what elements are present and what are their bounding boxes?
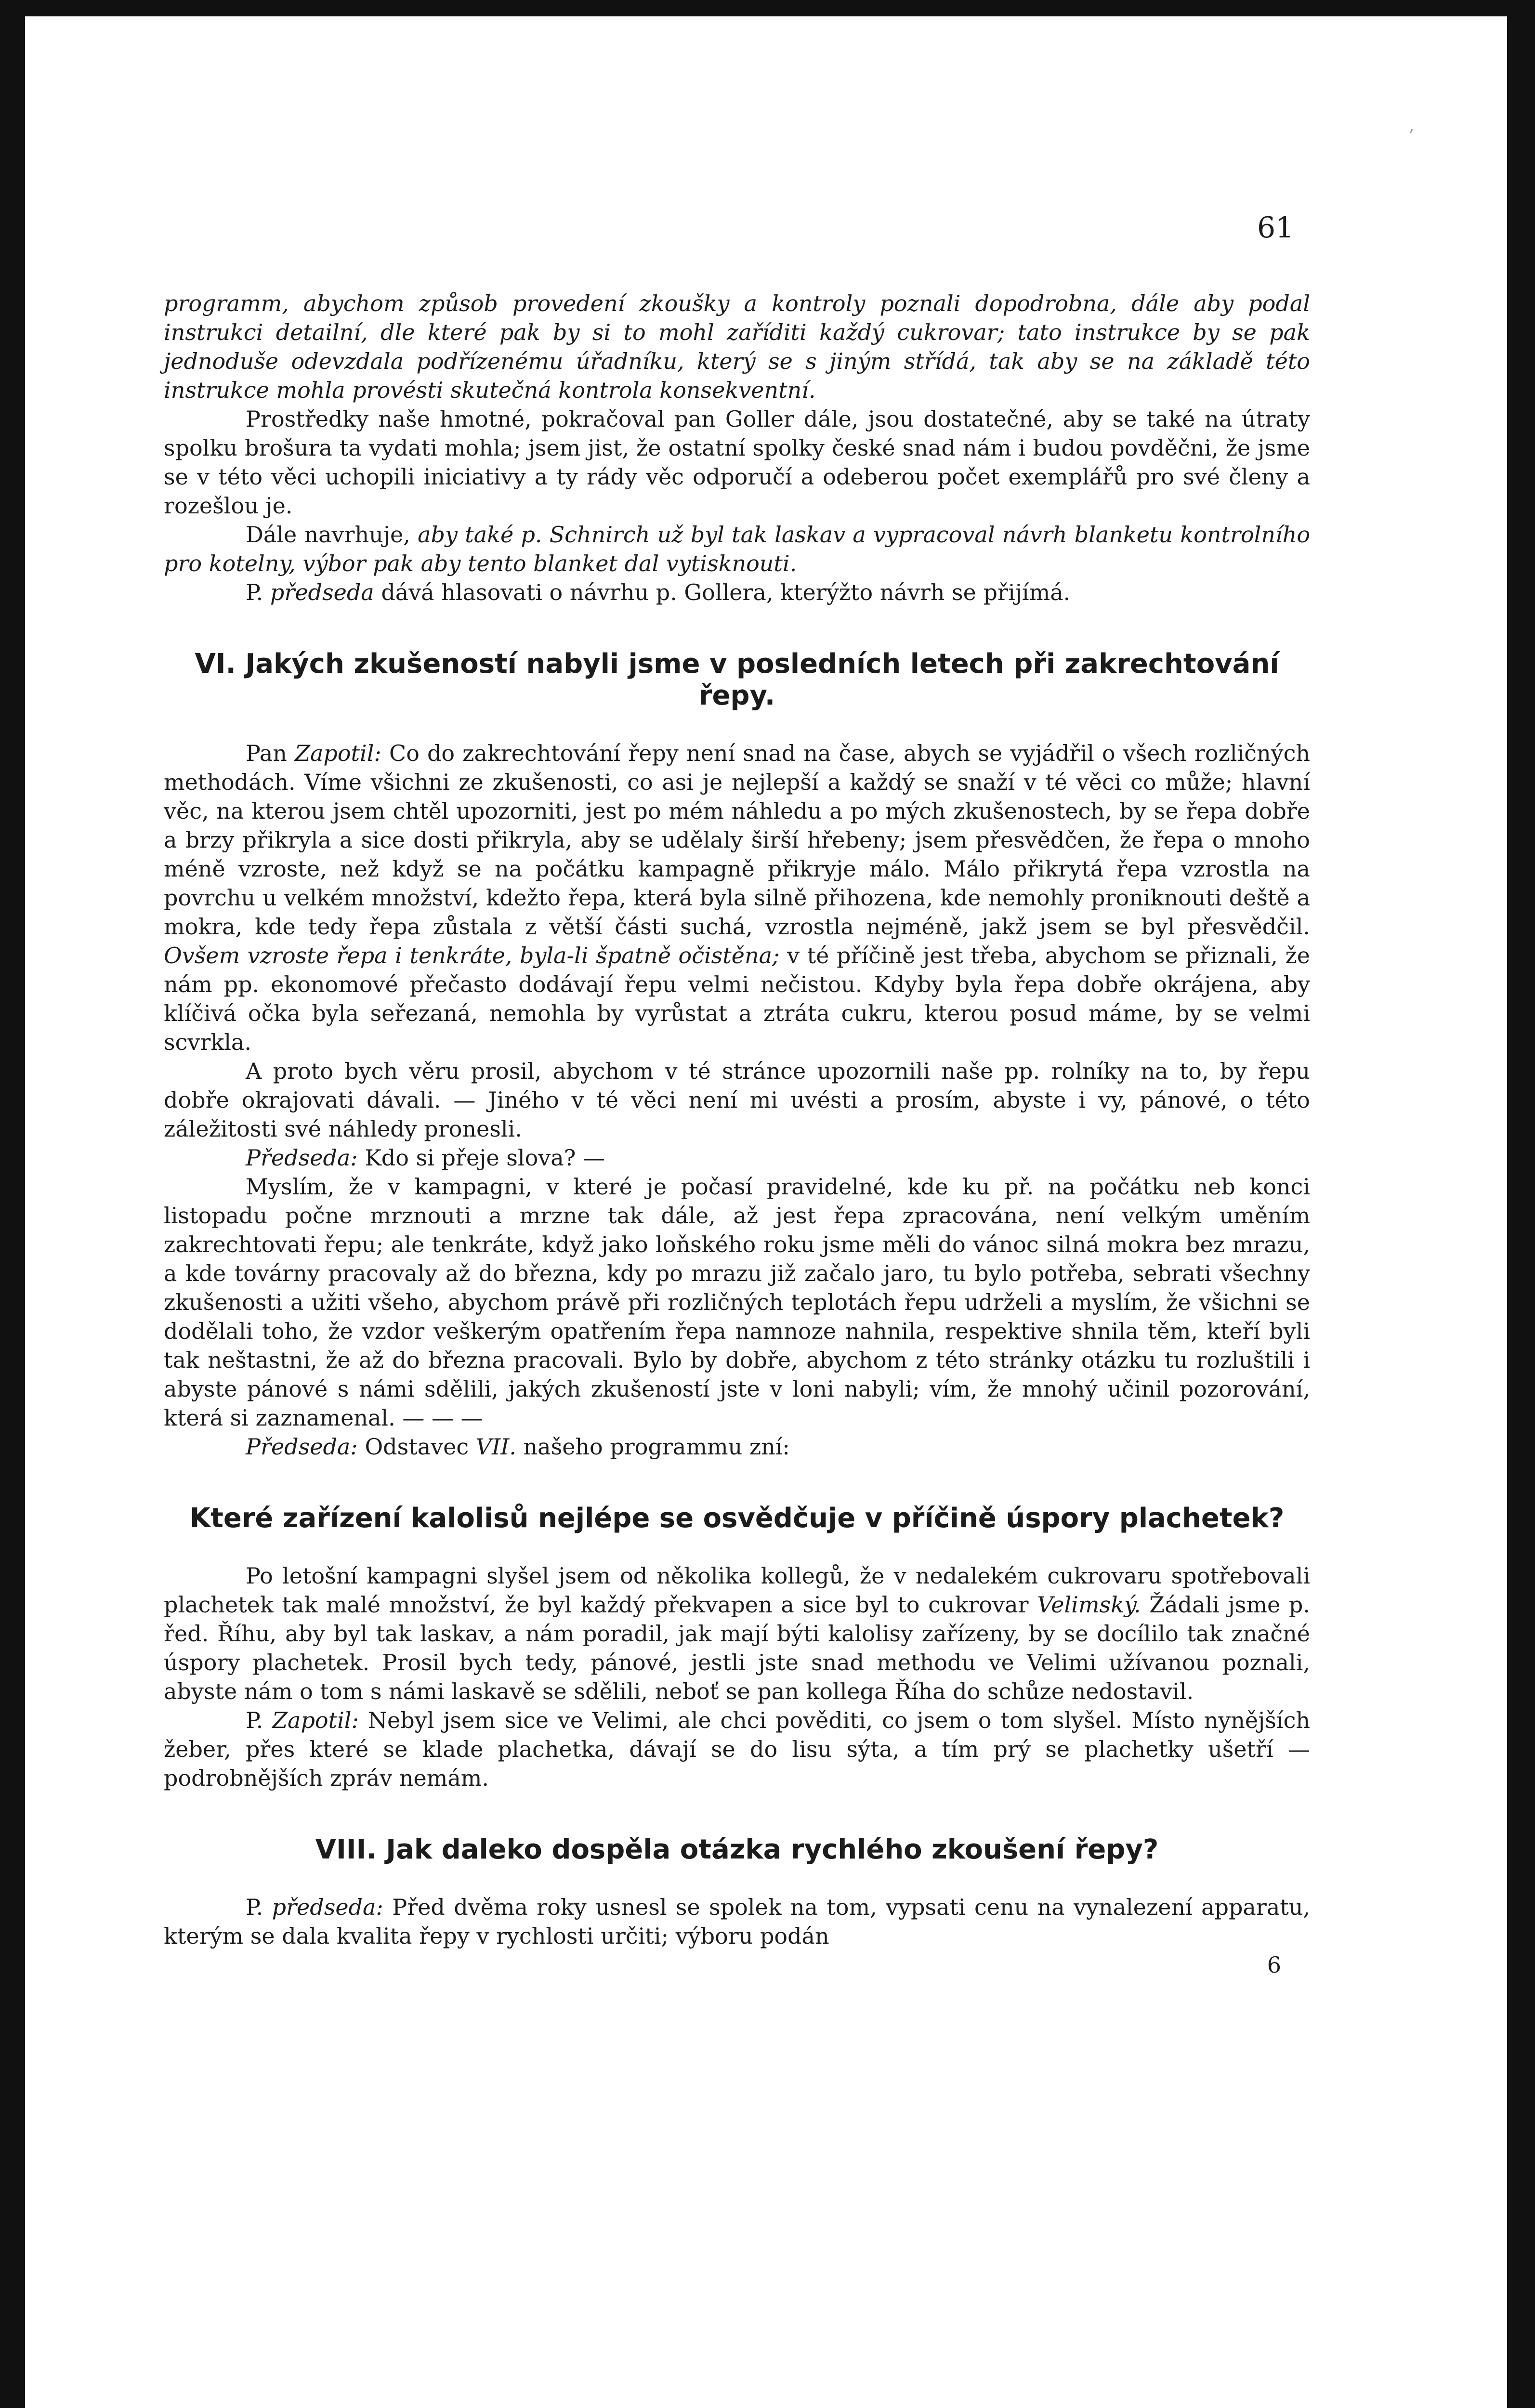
- paragraph-9-end: našeho programmu zní:: [523, 1434, 790, 1460]
- speaker-predseda-4: předseda:: [272, 1894, 383, 1920]
- paragraph-9-roman: VII.: [475, 1434, 516, 1460]
- paragraph-4-p: P.: [246, 579, 263, 605]
- section-heading-vi: VI. Jakých zkušeností nabyli jsme v posledních letech při zakrechtování řepy.: [195, 648, 1279, 711]
- speaker-predseda-2: Předseda:: [246, 1145, 358, 1171]
- signature-mark: 6: [1267, 1952, 1281, 1978]
- paragraph-12-p: P.: [246, 1894, 263, 1920]
- paragraph-5: [164, 739, 1310, 1057]
- paragraph-10-italic: Velimský.: [1037, 1592, 1141, 1618]
- speaker-zapotil-2: Zapotil:: [272, 1707, 359, 1733]
- paragraph-5-text: Co do zakrechtování řepy není snad na čase, abych se vyjádřil o všech rozličných methodách. Víme všichni ze zkušenosti, co asi je nejlepší a každý se snaží v té věci co může; hlavní věc, na kterou jsem chtěl upozorniti, jest po mém náhledu a po mých zkušenostech, by se řepa dobře a brzy přikryla a sice dosti přikryla, aby se udělaly širší hřebeny; jsem přesvědčen, že řepa o mnoho méně vzroste, než když se na počátku kampagně přikryje málo. Málo přikrytá řepa vzrostla na povrchu u velkém množství, kdežto řepa, která byla silně přihozena, kde nemohly proniknouti deště a mokra, kde tedy řepa zůstala z větší části suchá, vzrostla nejméně, jakž jsem se byl přesvědčil.: [164, 740, 1311, 940]
- paragraph-12: [164, 1893, 1310, 1950]
- scan-border-top: [0, 0, 1535, 16]
- spacer: [164, 607, 1310, 648]
- speaker-predseda-3: Předseda:: [246, 1434, 358, 1460]
- spacer: [164, 1793, 1310, 1834]
- section-heading-vii: Které zařízení kalolisů nejlépe se osvědčuje v příčině úspory plachetek?: [189, 1503, 1285, 1534]
- margin-mark: ,: [1409, 116, 1415, 135]
- paragraph-10-rest: Žádali jsme p. řed. Říhu, aby byl tak laskav, a nám poradil, jak mají býti kalolisy zařízeny, by se docílilo tak značné úspory plachetek. Prosil bych tedy, pánové, jestli jste snad methodu ve Velimi užívanou poznali, abyste nám o tom s námi laskavě se sdělili, neboť se pan kollega Říha do schůze nedostavil.: [164, 1592, 1310, 1704]
- paragraph-3-start: Dále navrhuje,: [246, 522, 410, 548]
- paragraph-6: A proto bych věru prosil, abychom v té stránce upozornili naše pp. rolníky na to, by řepu dobře okrajovati dávali. — Jiného v té věci není mi uvésti a prosím, abyste i vy, pánové, o této záležitosti své náhledy pronesli.: [164, 1058, 1310, 1142]
- paragraph-10-text: Po letošní kampagni slyšel jsem od několika kollegů, že v nedalekém cukrovaru spotřebovali plachetek tak malé množství, že byl každý překvapen a sice byl to cukrovar: [164, 1563, 1310, 1618]
- scan-border-right: [1507, 0, 1535, 2408]
- paragraph-5-italic: Ovšem vzroste řepa i tenkráte, byla-li špatně očistěna;: [164, 942, 780, 968]
- paragraph-9: [164, 1432, 1310, 1461]
- paragraph-11: [164, 1706, 1310, 1793]
- paragraph-9-text: Odstavec: [365, 1434, 469, 1460]
- section-heading-viii: VIII. Jak daleko dospěla otázka rychlého zkoušení řepy?: [315, 1834, 1159, 1865]
- page-number: 61: [1257, 211, 1294, 245]
- speaker-zapotil-1: Zapotil:: [295, 740, 381, 766]
- spacer: [164, 1461, 1310, 1503]
- spacer: [164, 1866, 1310, 1893]
- page-body: [164, 289, 1310, 1979]
- paragraph-12-text: Před dvěma roky usnesl se spolek na tom, vypsati cenu na vynalezení apparatu, kterým se dala kvalita řepy v rychlosti určiti; výboru podán: [164, 1894, 1310, 1949]
- spacer: [164, 1534, 1310, 1561]
- paragraph-8: Myslím, že v kampagni, v které je počasí pravidelné, kde ku př. na počátku neb konci listopadu počne mrznouti a mrzne tak dále, až jest řepa zpracována, není velkým uměním zakrechtovati řepu; ale tenkráte, když jako loňského roku jsme měli do vánoc silná mokra bez mrazu, a kde továrny pracovaly až do března, kdy po mrazu již začalo jaro, tu bylo potřeba, sebrati všechny zkušenosti a užiti všeho, abychom právě při rozličných teplotách řepu udrželi a myslím, že všichni se dodělali toho, že vzdor veškerým opatřením řepa namnoze nahnila, respektive shnila těm, kteří byli tak neštastni, že až do března pracovali. Bylo by dobře, abychom z této stránky otázku tu rozluštili i abyste pánové s námi sdělili, jakých zkušeností jste v loni nabyli; vím, že mnohý učinil pozorování, která si zaznamenal. — — —: [164, 1174, 1310, 1431]
- paragraph-4-text: dává hlasovati o návrhu p. Gollera, kterýžto návrh se přijímá.: [381, 579, 1071, 605]
- paragraph-5-pan: Pan: [246, 740, 287, 766]
- spacer: [164, 712, 1310, 739]
- scan-border-left: [0, 0, 25, 2408]
- paragraph-7-text: Kdo si přeje slova? —: [365, 1145, 605, 1171]
- paragraph-3-italic: aby také p. Schnirch už byl tak laskav a vypracoval návrh blanketu kontrolního pro kotelny, výbor pak aby tento blanket dal vytisknouti.: [164, 522, 1311, 576]
- paragraph-2: Prostředky naše hmotné, pokračoval pan Goller dále, jsou dostatečné, aby se také na útraty spolku brošura ta vydati mohla; jsem jist, že ostatní spolky české snad nám i budou povděčni, že jsme se v této věci uchopili iniciativy a ty rády věc odporučí a odeberou počet exemplářů pro své členy a rozešlou je.: [164, 406, 1310, 519]
- paragraph-10: [164, 1561, 1310, 1706]
- paragraph-1: programm, abychom způsob provedení zkoušky a kontroly poznali dopodrobna, dále aby podal instrukci detailní, dle které pak by si to mohl zaříditi každý cukrovar; tato instrukce by se pak jednoduše odevzdala podřízenému úřadníku, který se s jiným střídá, tak aby se na základě této instrukce mohla provésti skutečná kontrola konsekventní.: [164, 290, 1310, 403]
- paragraph-11-p: P.: [246, 1707, 263, 1733]
- paragraph-11-text: Nebyl jsem sice ve Velimi, ale chci pověditi, co jsem o tom slyšel. Místo nynějších žeber, přes které se klade plachetka, dávají se do lisu sýta, a tím prý se plachetky ušetří — podrobnějších zpráv nemám.: [164, 1707, 1311, 1791]
- paragraph-4: [164, 578, 1310, 607]
- speaker-predseda-1: předseda: [270, 579, 374, 605]
- paragraph-3: [164, 520, 1310, 578]
- paragraph-7: [164, 1143, 1310, 1172]
- paragraph-5-rest: v té příčině jest třeba, abychom se přiznali, že nám pp. ekonomové přečasto dodávají řepu velmi nečistou. Kdyby byla řepa dobře okrájena, aby klíčivá očka byla seřezaná, nemohla by vyrůstat a ztráta cukru, kterou posud máme, by se velmi scvrkla.: [164, 942, 1310, 1055]
